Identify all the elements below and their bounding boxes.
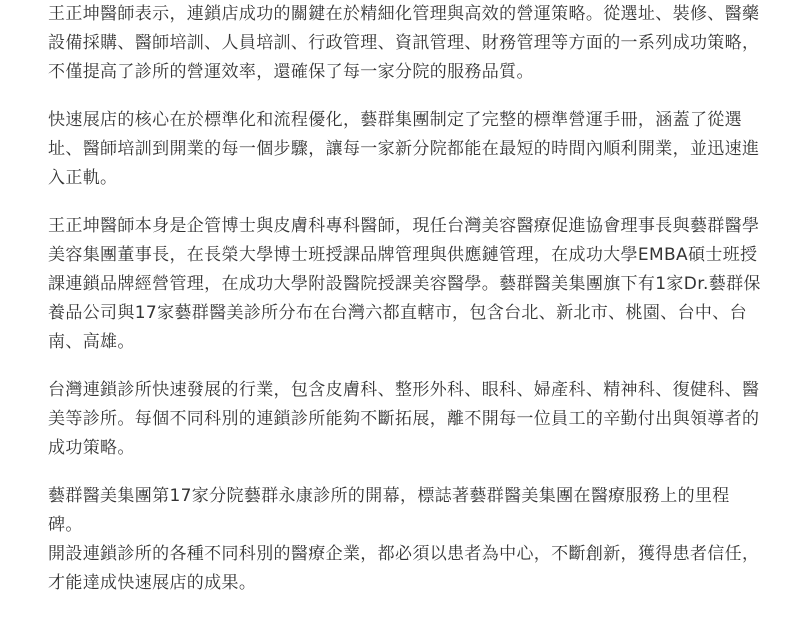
article-paragraph-2: 快速展店的核心在於標準化和流程優化，藝群集團制定了完整的標準營運手冊，涵蓋了從選 址、醫師培訓到開業的每一個步驟，讓每一家新分院都能在最短的時間內順利開業，並迅速進 入正軌。 (48, 110, 760, 188)
article-paragraph-5: 藝群醫美集團第17家分院藝群永康診所的開幕，標誌著藝群醫美集團在醫療服務上的里程碑。 開設連鎖診所的各種不同科別的醫療企業，都必須以患者為中心，不斷創新，獲得患者信任， 才能達成快速展店的成果。 (48, 486, 760, 593)
article-paragraph-4: 台灣連鎖診所快速發展的行業，包含皮膚科、整形外科、眼科、婦產科、精神科、復健科、醫 美等診所。每個不同科別的連鎖診所能夠不斷拓展，離不開每一位員工的辛勤付出與領導者的 成功策略。 (48, 380, 760, 458)
article-paragraph-3: 王正坤醫師本身是企管博士與皮膚科專科醫師，現任台灣美容醫療促進協會理事長與藝群醫學 美容集團董事長，在長榮大學博士班授課品牌管理與供應鏈管理，在成功大學EMBA碩士班授 課連鎖品牌經營管理，在成功大學附設醫院授課美容醫學。藝群醫美集團旗下有1家Dr.藝群保 養品公司與17家藝群醫美診所分布在台灣六都直轄市，包含台北、新北市、桃園、台中、台 南、高雄。 (48, 216, 761, 352)
article-paragraph-1: 王正坤醫師表示，連鎖店成功的關鍵在於精細化管理與高效的營運策略。從選址、裝修、醫藥 設備採購、醫師培訓、人員培訓、行政管理、資訊管理、財務管理等方面的一系列成功策略， 不僅提高了診所的營運效率，還確保了每一家分院的服務品質。 (48, 4, 760, 82)
